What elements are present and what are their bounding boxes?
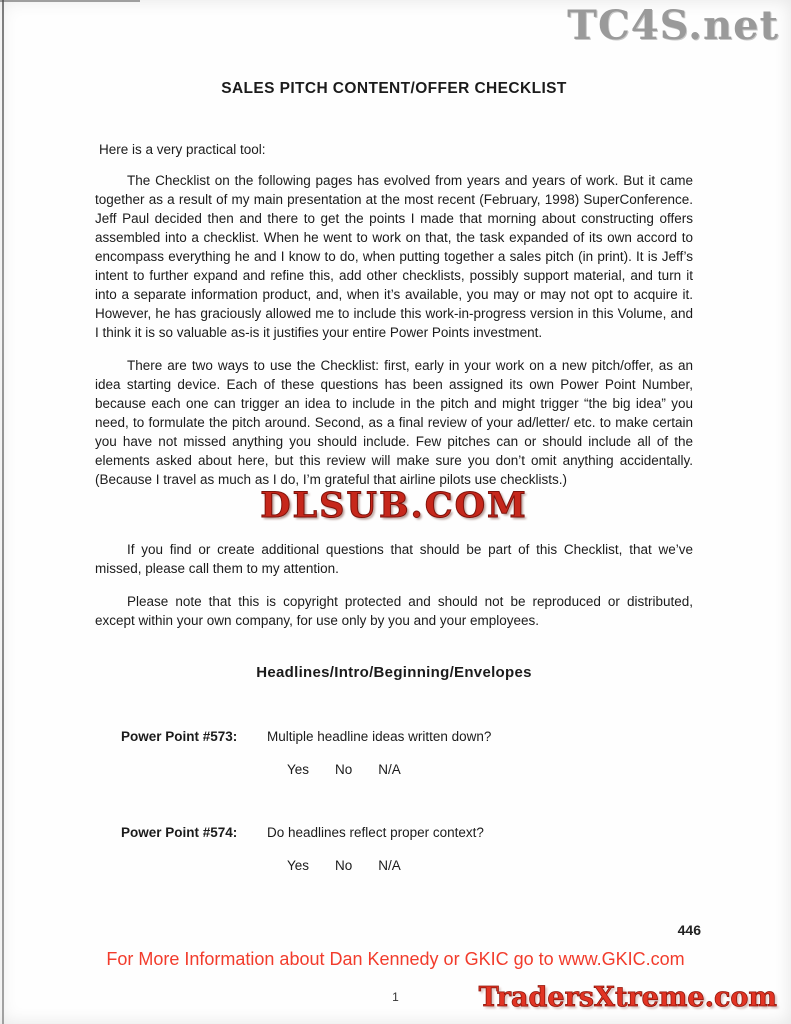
option-na: N/A — [378, 762, 401, 777]
power-point-number: Power Point #574: — [121, 825, 238, 840]
page-number: 446 — [677, 922, 701, 938]
power-point-number: Power Point #573: — [121, 729, 238, 744]
option-no: No — [335, 858, 353, 873]
answer-options — [287, 762, 491, 777]
paragraph-checklist-history: The Checklist on the following pages has evolved from years and years of work. But it came together as a result of my main presentation at the most recent (February, 1998) SuperConference. Jeff Paul decided then and there to get the points I made that morning about constructing offers assembled into a checklist. When he went to work on that, the task expanded of its own accord to encompass everything he and I know to do, when putting together a sales pitch (in print). It is Jeff’s intent to further expand and refine this, add other checklists, possibly support material, and turn it into a separate information product, and, when it’s available, you may or may not opt to acquire it. However, he has graciously allowed me to include this work-in-progress version in this Volume, and I think it is so valuable as-is it justifies your entire Power Points investment. — [95, 173, 693, 340]
watermark-dlsub: DLSUB.COM — [260, 485, 528, 526]
watermark-tc4s: TC4S.net — [567, 2, 779, 49]
page-title: SALES PITCH CONTENT/OFFER CHECKLIST — [221, 80, 567, 97]
checklist-item-574 — [121, 825, 693, 873]
checklist-item-body — [267, 825, 484, 873]
answer-options — [287, 858, 484, 873]
checklist-item-573 — [121, 729, 693, 777]
checklist-question: Multiple headline ideas written down? — [267, 729, 492, 744]
intro-line: Here is a very practical tool: — [99, 142, 266, 157]
section-heading: Headlines/Intro/Beginning/Envelopes — [256, 664, 532, 681]
option-yes: Yes — [287, 762, 310, 777]
watermark-tradersxtreme: TradersXtreme.com — [478, 982, 777, 1013]
option-no: No — [335, 762, 353, 777]
paragraph-copyright-note: Please note that this is copyright protected and should not be reproduced or distributed, except within your own company, for use only by you and your employees. — [95, 594, 693, 628]
option-na: N/A — [378, 858, 401, 873]
footer-promo-text: For More Information about Dan Kennedy or GKIC go to www.GKIC.com — [106, 949, 685, 969]
page-content — [95, 0, 693, 873]
checklist-item-body — [267, 729, 491, 777]
checklist-question: Do headlines reflect proper context? — [267, 825, 484, 840]
paragraph-two-ways: There are two ways to use the Checklist: first, early in your work on a new pitch/offer, as an idea starting device. Each of these questions has been assigned its own Power Point Number, because each one can trigger an idea to include in the pitch and might trigger “the big idea” you need, to formulate the pitch around. Second, as a final review of your ad/letter/ etc. to make certain you have not missed anything you should include. Few pitches can or should include all of the elements asked about here, but this review will make sure you don’t omit anything accidentally. (Because I travel as much as I do, I’m grateful that airline pilots use checklists.) — [95, 358, 693, 487]
scan-edge-artifact-left — [2, 0, 4, 1024]
option-yes: Yes — [287, 858, 310, 873]
footer-page-number: 1 — [392, 990, 399, 1004]
paragraph-additional-questions: If you find or create additional questions that should be part of this Checklist, that we’ve missed, please call them to my attention. — [95, 542, 693, 576]
